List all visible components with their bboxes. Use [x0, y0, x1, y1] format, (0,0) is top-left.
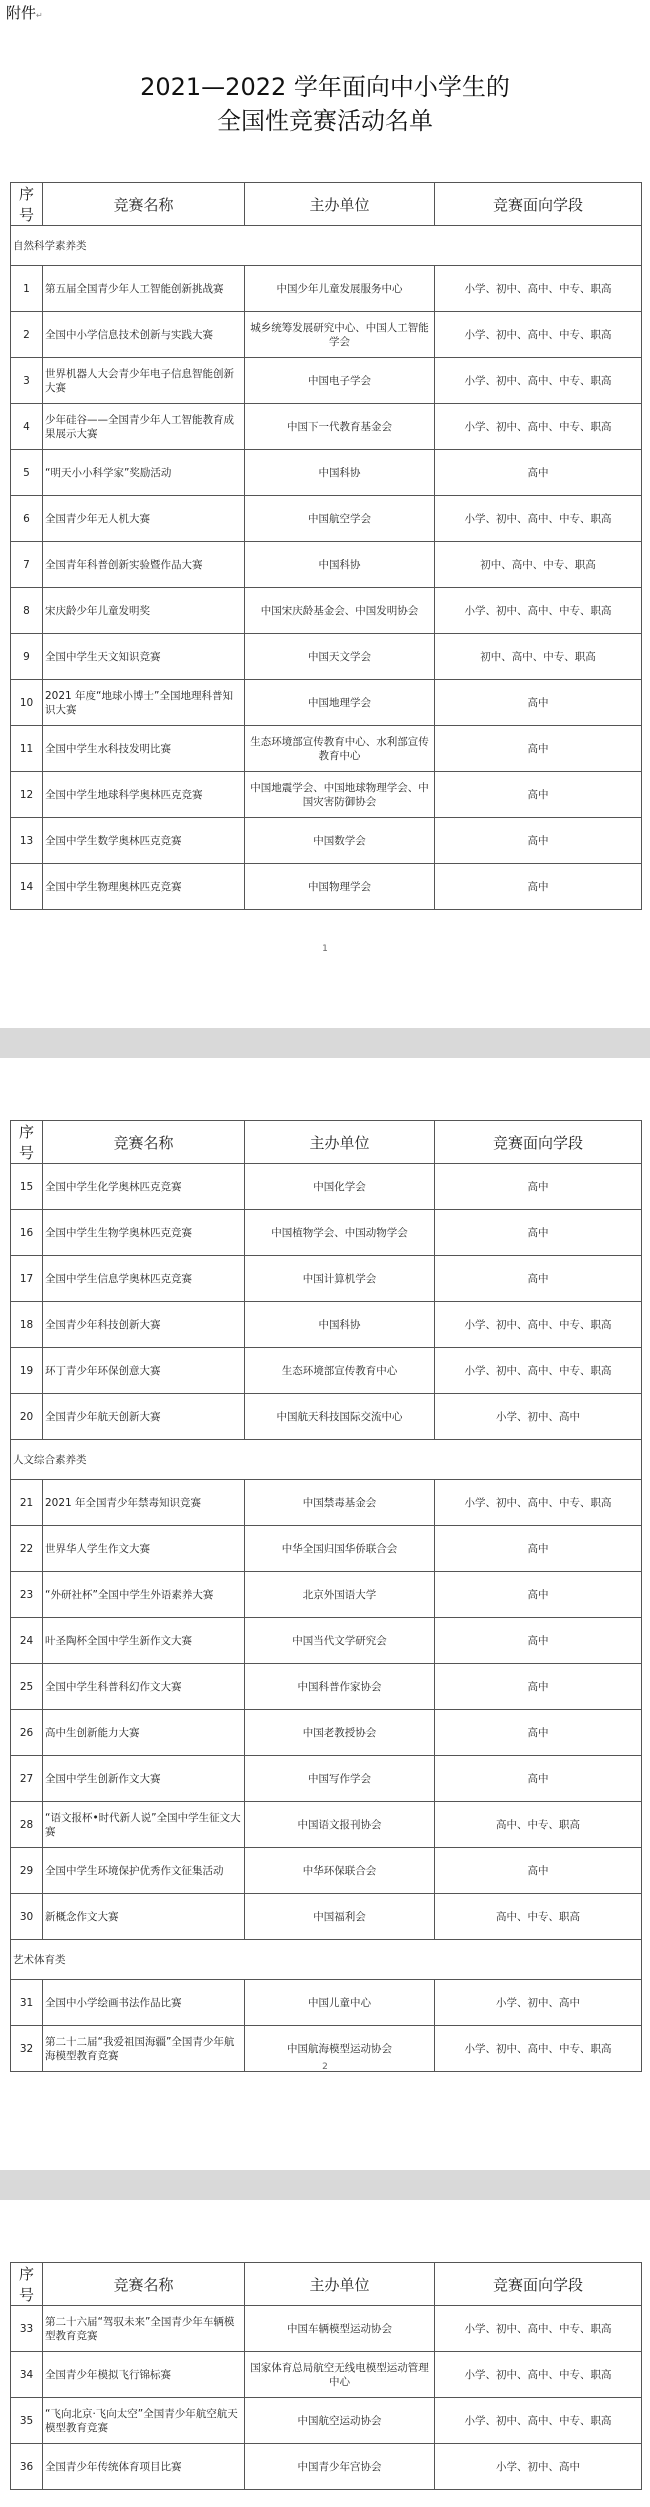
- row-number: 29: [11, 1848, 43, 1894]
- competition-name: 世界机器人大会青少年电子信息智能创新大赛: [43, 358, 245, 404]
- table-row: [11, 588, 642, 634]
- competition-name: 全国中学生科普科幻作文大赛: [43, 1664, 245, 1710]
- school-stage: 初中、高中、中专、职高: [435, 634, 642, 680]
- competition-name: 全国中小学信息技术创新与实践大赛: [43, 312, 245, 358]
- table-row: [11, 496, 642, 542]
- organizer: 中国老教授协会: [245, 1710, 435, 1756]
- organizer: 中国科协: [245, 542, 435, 588]
- competition-name: “语文报杯•时代新人说”全国中学生征文大赛: [43, 1802, 245, 1848]
- organizer: 中国下一代教育基金会: [245, 404, 435, 450]
- row-number: 31: [11, 1980, 43, 2026]
- school-stage: 小学、初中、高中、中专、职高: [435, 496, 642, 542]
- table-row: [11, 1302, 642, 1348]
- school-stage: 小学、初中、高中、中专、职高: [435, 1302, 642, 1348]
- table-row: [11, 450, 642, 496]
- row-number: 12: [11, 772, 43, 818]
- category-label: 人文综合素养类: [11, 1440, 642, 1480]
- school-stage: 高中: [435, 1572, 642, 1618]
- row-number: 34: [11, 2352, 43, 2398]
- table-row: [11, 358, 642, 404]
- table-row: [11, 2444, 642, 2490]
- competition-name: 全国中学生物理奥林匹克竞赛: [43, 864, 245, 910]
- organizer: 中国航天科技国际交流中心: [245, 1394, 435, 1440]
- competition-name: 世界华人学生作文大赛: [43, 1526, 245, 1572]
- competition-name: 第二十二届“我爱祖国海疆”全国青少年航海模型教育竞赛: [43, 2026, 245, 2072]
- school-stage: 小学、初中、高中、中专、职高: [435, 1480, 642, 1526]
- competition-name: 少年硅谷——全国青少年人工智能教育成果展示大赛: [43, 404, 245, 450]
- competition-name: 全国青少年模拟飞行锦标赛: [43, 2352, 245, 2398]
- competition-name: 全国中学生数学奥林匹克竞赛: [43, 818, 245, 864]
- competition-name: 全国中学生地球科学奥林匹克竞赛: [43, 772, 245, 818]
- header-org: 主办单位: [245, 1121, 435, 1164]
- organizer: 北京外国语大学: [245, 1572, 435, 1618]
- school-stage: 初中、高中、中专、职高: [435, 542, 642, 588]
- school-stage: 高中、中专、职高: [435, 1802, 642, 1848]
- competition-table-page-3: [10, 2262, 642, 2490]
- competition-name: 全国青少年科技创新大赛: [43, 1302, 245, 1348]
- table-row: [11, 1394, 642, 1440]
- row-number: 22: [11, 1526, 43, 1572]
- table-row: [11, 772, 642, 818]
- organizer: 中国地理学会: [245, 680, 435, 726]
- row-number: 9: [11, 634, 43, 680]
- header-stage: 竞赛面向学段: [435, 183, 642, 226]
- competition-name: “飞向北京·飞向太空”全国青少年航空航天模型教育竞赛: [43, 2398, 245, 2444]
- table-header-row: [11, 2263, 642, 2306]
- school-stage: 高中: [435, 680, 642, 726]
- table-row: [11, 1572, 642, 1618]
- row-number: 23: [11, 1572, 43, 1618]
- school-stage: 小学、初中、高中: [435, 2444, 642, 2490]
- organizer: 中国地震学会、中国地球物理学会、中国灾害防御协会: [245, 772, 435, 818]
- header-stage: 竞赛面向学段: [435, 2263, 642, 2306]
- row-number: 19: [11, 1348, 43, 1394]
- competition-name: 环丁青少年环保创意大赛: [43, 1348, 245, 1394]
- header-no: 序号: [11, 2263, 43, 2306]
- organizer: 生态环境部宣传教育中心: [245, 1348, 435, 1394]
- table-row: [11, 312, 642, 358]
- organizer: 中国航空学会: [245, 496, 435, 542]
- organizer: 中国宋庆龄基金会、中国发明协会: [245, 588, 435, 634]
- row-number: 1: [11, 266, 43, 312]
- table-row: [11, 1664, 642, 1710]
- school-stage: 小学、初中、高中、中专、职高: [435, 2398, 642, 2444]
- row-number: 11: [11, 726, 43, 772]
- table-row: [11, 266, 642, 312]
- competition-name: 2021 年度“地球小博士”全国地理科普知识大赛: [43, 680, 245, 726]
- table-row: [11, 542, 642, 588]
- table-row: [11, 1710, 642, 1756]
- competition-name: 高中生创新能力大赛: [43, 1710, 245, 1756]
- table-row: [11, 1802, 642, 1848]
- school-stage: 小学、初中、高中、中专、职高: [435, 2352, 642, 2398]
- page-gap: [0, 2170, 650, 2200]
- header-name: 竞赛名称: [43, 183, 245, 226]
- school-stage: 高中: [435, 726, 642, 772]
- school-stage: 高中: [435, 1164, 642, 1210]
- school-stage: 小学、初中、高中: [435, 1980, 642, 2026]
- table-row: [11, 1618, 642, 1664]
- row-number: 4: [11, 404, 43, 450]
- category-row: [11, 1440, 642, 1480]
- school-stage: 小学、初中、高中、中专、职高: [435, 312, 642, 358]
- competition-name: 全国青年科普创新实验暨作品大赛: [43, 542, 245, 588]
- row-number: 17: [11, 1256, 43, 1302]
- competition-name: 全国青少年传统体育项目比赛: [43, 2444, 245, 2490]
- competition-name: 宋庆龄少年儿童发明奖: [43, 588, 245, 634]
- table-row: [11, 1348, 642, 1394]
- header-org: 主办单位: [245, 183, 435, 226]
- school-stage: 高中: [435, 1710, 642, 1756]
- organizer: 中国科普作家协会: [245, 1664, 435, 1710]
- school-stage: 小学、初中、高中、中专、职高: [435, 1348, 642, 1394]
- competition-name: 全国中学生生物学奥林匹克竞赛: [43, 1210, 245, 1256]
- organizer: 城乡统筹发展研究中心、中国人工智能学会: [245, 312, 435, 358]
- competition-name: 2021 年全国青少年禁毒知识竞赛: [43, 1480, 245, 1526]
- competition-table-page-2: [10, 1120, 642, 2072]
- title-line-2: 全国性竞赛活动名单: [217, 107, 433, 135]
- row-number: 30: [11, 1894, 43, 1940]
- row-number: 26: [11, 1710, 43, 1756]
- attachment-label: 附件↵: [6, 4, 43, 22]
- header-no: 序号: [11, 183, 43, 226]
- row-number: 28: [11, 1802, 43, 1848]
- competition-name: 全国中学生环境保护优秀作文征集活动: [43, 1848, 245, 1894]
- row-number: 8: [11, 588, 43, 634]
- table-row: [11, 404, 642, 450]
- page-number: 1: [322, 944, 328, 954]
- organizer: 中华全国归国华侨联合会: [245, 1526, 435, 1572]
- header-name: 竞赛名称: [43, 1121, 245, 1164]
- table-row: [11, 2398, 642, 2444]
- row-number: 25: [11, 1664, 43, 1710]
- row-number: 24: [11, 1618, 43, 1664]
- organizer: 中国车辆模型运动协会: [245, 2306, 435, 2352]
- row-number: 16: [11, 1210, 43, 1256]
- organizer: 中国计算机学会: [245, 1256, 435, 1302]
- table-row: [11, 726, 642, 772]
- table-row: [11, 1164, 642, 1210]
- competition-name: “外研社杯”全国中学生外语素养大赛: [43, 1572, 245, 1618]
- school-stage: 高中: [435, 1848, 642, 1894]
- row-number: 27: [11, 1756, 43, 1802]
- row-number: 13: [11, 818, 43, 864]
- competition-name: 全国青少年无人机大赛: [43, 496, 245, 542]
- school-stage: 小学、初中、高中、中专、职高: [435, 358, 642, 404]
- row-number: 35: [11, 2398, 43, 2444]
- school-stage: 高中: [435, 1664, 642, 1710]
- table-row: [11, 634, 642, 680]
- header-org: 主办单位: [245, 2263, 435, 2306]
- competition-name: 全国中学生水科技发明比赛: [43, 726, 245, 772]
- school-stage: 高中: [435, 1210, 642, 1256]
- organizer: 中国福利会: [245, 1894, 435, 1940]
- organizer: 中国语文报刊协会: [245, 1802, 435, 1848]
- organizer: 国家体育总局航空无线电模型运动管理中心: [245, 2352, 435, 2398]
- row-number: 36: [11, 2444, 43, 2490]
- table-row: [11, 1848, 642, 1894]
- row-number: 32: [11, 2026, 43, 2072]
- row-number: 3: [11, 358, 43, 404]
- organizer: 中国少年儿童发展服务中心: [245, 266, 435, 312]
- organizer: 中国写作学会: [245, 1756, 435, 1802]
- row-number: 6: [11, 496, 43, 542]
- competition-table-page-1: [10, 182, 642, 910]
- document-page-1: [0, 0, 650, 1028]
- organizer: 中国电子学会: [245, 358, 435, 404]
- school-stage: 小学、初中、高中、中专、职高: [435, 404, 642, 450]
- competition-name: 全国中小学绘画书法作品比赛: [43, 1980, 245, 2026]
- row-number: 15: [11, 1164, 43, 1210]
- competition-name: 第二十六届“驾驭未来”全国青少年车辆模型教育竞赛: [43, 2306, 245, 2352]
- competition-name: 全国中学生信息学奥林匹克竞赛: [43, 1256, 245, 1302]
- school-stage: 小学、初中、高中、中专、职高: [435, 2306, 642, 2352]
- table-row: [11, 1980, 642, 2026]
- school-stage: 高中: [435, 1526, 642, 1572]
- school-stage: 高中: [435, 818, 642, 864]
- organizer: 中国数学会: [245, 818, 435, 864]
- row-number: 14: [11, 864, 43, 910]
- row-number: 2: [11, 312, 43, 358]
- organizer: 中国天文学会: [245, 634, 435, 680]
- row-number: 33: [11, 2306, 43, 2352]
- school-stage: 高中: [435, 1618, 642, 1664]
- table-header-row: [11, 183, 642, 226]
- organizer: 中国当代文学研究会: [245, 1618, 435, 1664]
- competition-name: 新概念作文大赛: [43, 1894, 245, 1940]
- school-stage: 小学、初中、高中: [435, 1394, 642, 1440]
- organizer: 生态环境部宣传教育中心、水利部宣传教育中心: [245, 726, 435, 772]
- competition-name: 全国中学生化学奥林匹克竞赛: [43, 1164, 245, 1210]
- document-page-3: [0, 2200, 650, 2507]
- header-name: 竞赛名称: [43, 2263, 245, 2306]
- competition-name: 叶圣陶杯全国中学生新作文大赛: [43, 1618, 245, 1664]
- school-stage: 高中: [435, 450, 642, 496]
- table-row: [11, 1894, 642, 1940]
- table-row: [11, 818, 642, 864]
- row-number: 5: [11, 450, 43, 496]
- organizer: 中国科协: [245, 1302, 435, 1348]
- school-stage: 高中: [435, 864, 642, 910]
- table-row: [11, 1210, 642, 1256]
- header-no: 序号: [11, 1121, 43, 1164]
- table-row: [11, 1256, 642, 1302]
- competition-name: “明天小小科学家”奖励活动: [43, 450, 245, 496]
- competition-name: 全国青少年航天创新大赛: [43, 1394, 245, 1440]
- organizer: 中国航海模型运动协会: [245, 2026, 435, 2072]
- organizer: 中国禁毒基金会: [245, 1480, 435, 1526]
- table-row: [11, 864, 642, 910]
- school-stage: 高中: [435, 772, 642, 818]
- category-row: [11, 226, 642, 266]
- school-stage: 小学、初中、高中、中专、职高: [435, 588, 642, 634]
- row-number: 10: [11, 680, 43, 726]
- organizer: 中国化学会: [245, 1164, 435, 1210]
- row-number: 21: [11, 1480, 43, 1526]
- category-row: [11, 1940, 642, 1980]
- document-page-2: [0, 1058, 650, 2170]
- row-number: 20: [11, 1394, 43, 1440]
- table-row: [11, 1480, 642, 1526]
- row-number: 7: [11, 542, 43, 588]
- header-stage: 竞赛面向学段: [435, 1121, 642, 1164]
- table-row: [11, 1756, 642, 1802]
- school-stage: 高中: [435, 1256, 642, 1302]
- table-row: [11, 2352, 642, 2398]
- competition-name: 全国中学生创新作文大赛: [43, 1756, 245, 1802]
- row-number: 18: [11, 1302, 43, 1348]
- title-line-1: 2021—2022 学年面向中小学生的: [140, 73, 510, 101]
- school-stage: 小学、初中、高中、中专、职高: [435, 2026, 642, 2072]
- school-stage: 高中、中专、职高: [435, 1894, 642, 1940]
- competition-name: 全国中学生天文知识竞赛: [43, 634, 245, 680]
- school-stage: 小学、初中、高中、中专、职高: [435, 266, 642, 312]
- table-row: [11, 2306, 642, 2352]
- page-gap: [0, 1028, 650, 1058]
- organizer: 中华环保联合会: [245, 1848, 435, 1894]
- organizer: 中国科协: [245, 450, 435, 496]
- competition-name: 第五届全国青少年人工智能创新挑战赛: [43, 266, 245, 312]
- organizer: 中国儿童中心: [245, 1980, 435, 2026]
- category-label: 自然科学素养类: [11, 226, 642, 266]
- organizer: 中国植物学会、中国动物学会: [245, 1210, 435, 1256]
- organizer: 中国青少年宫协会: [245, 2444, 435, 2490]
- page-number: 2: [322, 2062, 328, 2072]
- table-row: [11, 1526, 642, 1572]
- category-label: 艺术体育类: [11, 1940, 642, 1980]
- table-row: [11, 680, 642, 726]
- school-stage: 高中: [435, 1756, 642, 1802]
- organizer: 中国航空运动协会: [245, 2398, 435, 2444]
- table-header-row: [11, 1121, 642, 1164]
- organizer: 中国物理学会: [245, 864, 435, 910]
